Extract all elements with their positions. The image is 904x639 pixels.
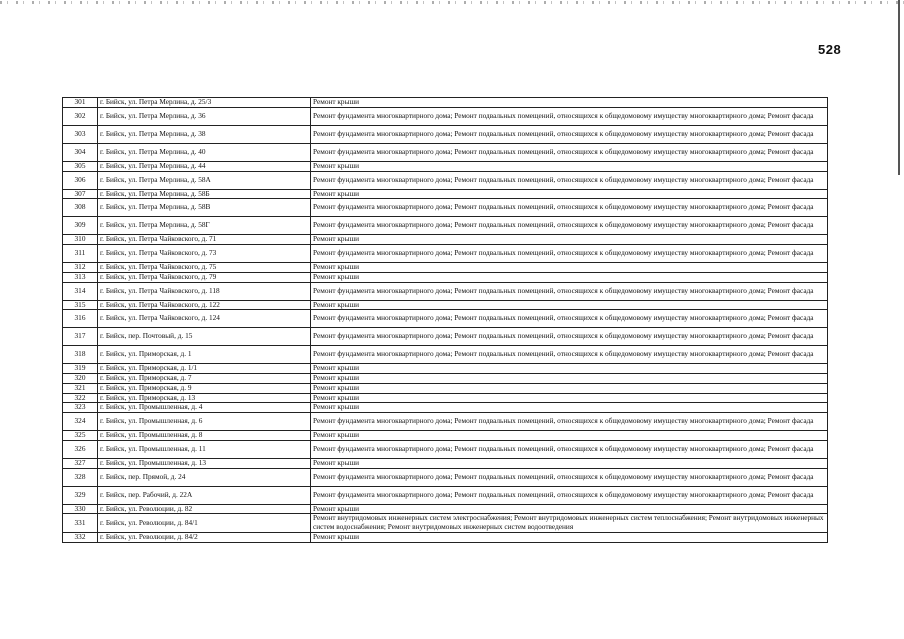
row-works: Ремонт крыши [311, 189, 828, 199]
row-works: Ремонт крыши [311, 263, 828, 273]
row-number: 327 [63, 458, 98, 468]
register-table [62, 97, 828, 543]
table-row [63, 282, 828, 300]
row-number: 305 [63, 161, 98, 171]
row-number: 311 [63, 245, 98, 263]
row-works: Ремонт крыши [311, 383, 828, 393]
row-address: г. Бийск, ул. Петра Чайковского, д. 79 [98, 272, 311, 282]
row-number: 316 [63, 310, 98, 328]
row-number: 304 [63, 143, 98, 161]
row-address: г. Бийск, ул. Петра Мерлина, д. 44 [98, 161, 311, 171]
row-works: Ремонт крыши [311, 393, 828, 403]
row-works: Ремонт фундамента многоквартирного дома; Ремонт подвальных помещений, относящихся к общедомовому имуществу многоквартирного дома; Ремонт фасада [311, 486, 828, 504]
row-works: Ремонт фундамента многоквартирного дома; Ремонт подвальных помещений, относящихся к общедомовому имуществу многоквартирного дома; Ремонт фасада [311, 440, 828, 458]
page-number: 528 [818, 42, 842, 57]
row-address: г. Бийск, ул. Петра Мерлина, д. 58В [98, 199, 311, 217]
scan-right-edge-mark [898, 0, 900, 175]
row-works: Ремонт фундамента многоквартирного дома; Ремонт подвальных помещений, относящихся к общедомовому имуществу многоквартирного дома; Ремонт фасада [311, 413, 828, 431]
row-address: г. Бийск, ул. Промышленная, д. 6 [98, 413, 311, 431]
row-number: 326 [63, 440, 98, 458]
row-number: 317 [63, 328, 98, 346]
row-number: 328 [63, 468, 98, 486]
row-works: Ремонт фундамента многоквартирного дома; Ремонт подвальных помещений, относящихся к общедомовому имуществу многоквартирного дома; Ремонт фасада [311, 217, 828, 235]
table-row [63, 374, 828, 384]
row-works: Ремонт крыши [311, 431, 828, 441]
row-works: Ремонт фундамента многоквартирного дома; Ремонт подвальных помещений, относящихся к общедомовому имуществу многоквартирного дома; Ремонт фасада [311, 245, 828, 263]
table-row [63, 107, 828, 125]
row-address: г. Бийск, ул. Промышленная, д. 13 [98, 458, 311, 468]
row-works: Ремонт крыши [311, 98, 828, 108]
table-row [63, 171, 828, 189]
row-address: г. Бийск, ул. Петра Мерлина, д. 58А [98, 171, 311, 189]
table-row [63, 272, 828, 282]
row-address: г. Бийск, ул. Приморская, д. 1 [98, 346, 311, 364]
table-row [63, 431, 828, 441]
row-number: 330 [63, 504, 98, 514]
table-row [63, 98, 828, 108]
row-works: Ремонт внутридомовых инженерных систем электроснабжения; Ремонт внутридомовых инженерных систем теплоснабжения; Ремонт внутридомовых инженерных систем водоснабжения; Ремонт внутридомовых инженерных систем водоотведения [311, 514, 828, 533]
row-number: 310 [63, 235, 98, 245]
row-works: Ремонт крыши [311, 300, 828, 310]
row-number: 314 [63, 282, 98, 300]
row-number: 301 [63, 98, 98, 108]
row-number: 303 [63, 125, 98, 143]
row-address: г. Бийск, ул. Приморская, д. 7 [98, 374, 311, 384]
table-row [63, 532, 828, 542]
row-number: 307 [63, 189, 98, 199]
row-works: Ремонт крыши [311, 403, 828, 413]
row-number: 332 [63, 532, 98, 542]
row-number: 322 [63, 393, 98, 403]
row-address: г. Бийск, пер. Почтовый, д. 15 [98, 328, 311, 346]
row-number: 323 [63, 403, 98, 413]
table-row [63, 161, 828, 171]
row-works: Ремонт крыши [311, 504, 828, 514]
table-row [63, 199, 828, 217]
table-row [63, 217, 828, 235]
row-address: г. Бийск, ул. Промышленная, д. 11 [98, 440, 311, 458]
row-works: Ремонт фундамента многоквартирного дома; Ремонт подвальных помещений, относящихся к общедомовому имуществу многоквартирного дома; Ремонт фасада [311, 171, 828, 189]
scan-top-edge [0, 1, 904, 4]
row-works: Ремонт крыши [311, 532, 828, 542]
row-address: г. Бийск, пер. Рабочий, д. 22А [98, 486, 311, 504]
row-address: г. Бийск, ул. Промышленная, д. 8 [98, 431, 311, 441]
row-works: Ремонт фундамента многоквартирного дома; Ремонт подвальных помещений, относящихся к общедомовому имуществу многоквартирного дома; Ремонт фасада [311, 468, 828, 486]
row-address: г. Бийск, ул. Петра Чайковского, д. 75 [98, 263, 311, 273]
row-number: 306 [63, 171, 98, 189]
table-row [63, 403, 828, 413]
table-row [63, 364, 828, 374]
table-row [63, 383, 828, 393]
table-row [63, 235, 828, 245]
row-number: 319 [63, 364, 98, 374]
row-address: г. Бийск, ул. Приморская, д. 1/1 [98, 364, 311, 374]
row-works: Ремонт крыши [311, 364, 828, 374]
table-row [63, 440, 828, 458]
table-row [63, 310, 828, 328]
table-row [63, 458, 828, 468]
row-address: г. Бийск, ул. Петра Мерлина, д. 58Б [98, 189, 311, 199]
row-number: 308 [63, 199, 98, 217]
row-works: Ремонт крыши [311, 374, 828, 384]
register-table-body [63, 98, 828, 543]
row-address: г. Бийск, пер. Прямой, д. 24 [98, 468, 311, 486]
row-works: Ремонт фундамента многоквартирного дома; Ремонт подвальных помещений, относящихся к общедомовому имуществу многоквартирного дома; Ремонт фасада [311, 143, 828, 161]
table-row [63, 189, 828, 199]
row-address: г. Бийск, ул. Приморская, д. 9 [98, 383, 311, 393]
row-address: г. Бийск, ул. Петра Чайковского, д. 124 [98, 310, 311, 328]
row-address: г. Бийск, ул. Петра Мерлина, д. 58Г [98, 217, 311, 235]
table-row [63, 245, 828, 263]
row-address: г. Бийск, ул. Революции, д. 84/1 [98, 514, 311, 533]
table-row [63, 413, 828, 431]
row-works: Ремонт фундамента многоквартирного дома; Ремонт подвальных помещений, относящихся к общедомовому имуществу многоквартирного дома; Ремонт фасада [311, 346, 828, 364]
table-row [63, 346, 828, 364]
row-works: Ремонт крыши [311, 458, 828, 468]
row-number: 302 [63, 107, 98, 125]
row-number: 312 [63, 263, 98, 273]
row-works: Ремонт фундамента многоквартирного дома; Ремонт подвальных помещений, относящихся к общедомовому имуществу многоквартирного дома; Ремонт фасада [311, 282, 828, 300]
row-number: 321 [63, 383, 98, 393]
table-row [63, 143, 828, 161]
row-address: г. Бийск, ул. Промышленная, д. 4 [98, 403, 311, 413]
table-row [63, 125, 828, 143]
row-address: г. Бийск, ул. Приморская, д. 13 [98, 393, 311, 403]
table-row [63, 468, 828, 486]
row-address: г. Бийск, ул. Революции, д. 84/2 [98, 532, 311, 542]
row-number: 320 [63, 374, 98, 384]
table-row [63, 393, 828, 403]
row-address: г. Бийск, ул. Петра Мерлина, д. 36 [98, 107, 311, 125]
row-number: 331 [63, 514, 98, 533]
row-works: Ремонт крыши [311, 272, 828, 282]
row-works: Ремонт фундамента многоквартирного дома; Ремонт подвальных помещений, относящихся к общедомовому имуществу многоквартирного дома; Ремонт фасада [311, 125, 828, 143]
table-row [63, 263, 828, 273]
row-number: 318 [63, 346, 98, 364]
row-address: г. Бийск, ул. Петра Чайковского, д. 73 [98, 245, 311, 263]
row-number: 329 [63, 486, 98, 504]
row-address: г. Бийск, ул. Петра Чайковского, д. 122 [98, 300, 311, 310]
row-number: 324 [63, 413, 98, 431]
row-works: Ремонт фундамента многоквартирного дома; Ремонт подвальных помещений, относящихся к общедомовому имуществу многоквартирного дома; Ремонт фасада [311, 199, 828, 217]
row-works: Ремонт фундамента многоквартирного дома; Ремонт подвальных помещений, относящихся к общедомовому имуществу многоквартирного дома; Ремонт фасада [311, 328, 828, 346]
row-works: Ремонт фундамента многоквартирного дома; Ремонт подвальных помещений, относящихся к общедомовому имуществу многоквартирного дома; Ремонт фасада [311, 310, 828, 328]
table-row [63, 504, 828, 514]
row-number: 325 [63, 431, 98, 441]
row-address: г. Бийск, ул. Петра Чайковского, д. 71 [98, 235, 311, 245]
row-number: 309 [63, 217, 98, 235]
row-address: г. Бийск, ул. Петра Чайковского, д. 118 [98, 282, 311, 300]
row-works: Ремонт крыши [311, 235, 828, 245]
row-works: Ремонт фундамента многоквартирного дома; Ремонт подвальных помещений, относящихся к общедомовому имуществу многоквартирного дома; Ремонт фасада [311, 107, 828, 125]
row-address: г. Бийск, ул. Петра Мерлина, д. 25/3 [98, 98, 311, 108]
table-row [63, 328, 828, 346]
row-address: г. Бийск, ул. Революции, д. 82 [98, 504, 311, 514]
table-row [63, 300, 828, 310]
row-works: Ремонт крыши [311, 161, 828, 171]
row-address: г. Бийск, ул. Петра Мерлина, д. 40 [98, 143, 311, 161]
row-number: 313 [63, 272, 98, 282]
row-address: г. Бийск, ул. Петра Мерлина, д. 38 [98, 125, 311, 143]
table-row [63, 486, 828, 504]
row-number: 315 [63, 300, 98, 310]
table-row [63, 514, 828, 533]
